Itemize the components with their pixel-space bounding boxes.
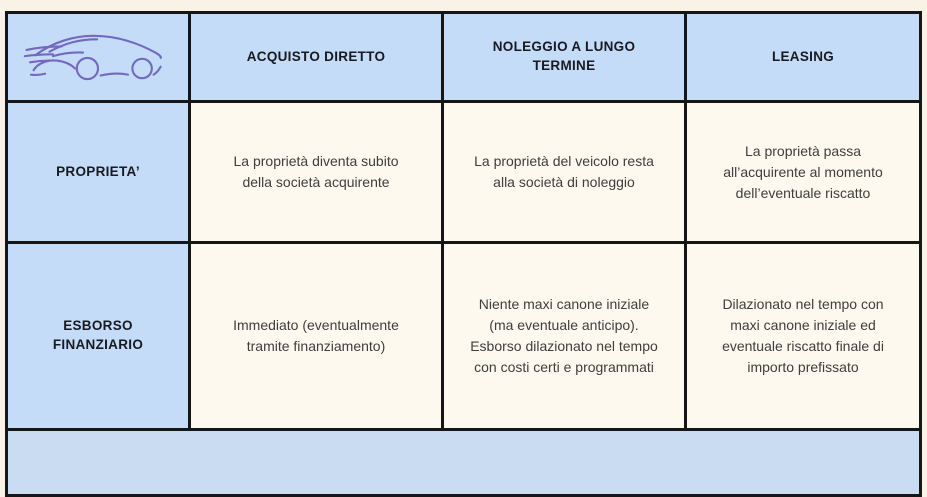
row-header-proprieta: PROPRIETA’ [8, 103, 188, 241]
comparison-table [5, 11, 922, 497]
table-corner-cell [8, 14, 188, 100]
car-icon [23, 27, 173, 87]
column-header-acquisto-diretto: ACQUISTO DIRETTO [191, 14, 441, 100]
column-header-noleggio-lungo-termine: NOLEGGIO A LUNGO TERMINE [444, 14, 684, 100]
cell-esborso-acquisto: Immediato (eventualmente tramite finanziamento) [191, 244, 441, 428]
cell-proprieta-leasing: La proprietà passa all’acquirente al momento dell’eventuale riscatto [687, 103, 919, 241]
cell-esborso-leasing: Dilazionato nel tempo con maxi canone iniziale ed eventuale riscatto finale di importo prefissato [687, 244, 919, 428]
cell-proprieta-acquisto: La proprietà diventa subito della società acquirente [191, 103, 441, 241]
column-header-leasing: LEASING [687, 14, 919, 100]
cell-esborso-noleggio: Niente maxi canone iniziale (ma eventuale anticipo). Esborso dilazionato nel tempo con costi certi e programmati [444, 244, 684, 428]
cell-proprieta-noleggio: La proprietà del veicolo resta alla società di noleggio [444, 103, 684, 241]
row-header-esborso-finanziario: ESBORSO FINANZIARIO [8, 244, 188, 428]
partial-next-row [8, 431, 919, 494]
